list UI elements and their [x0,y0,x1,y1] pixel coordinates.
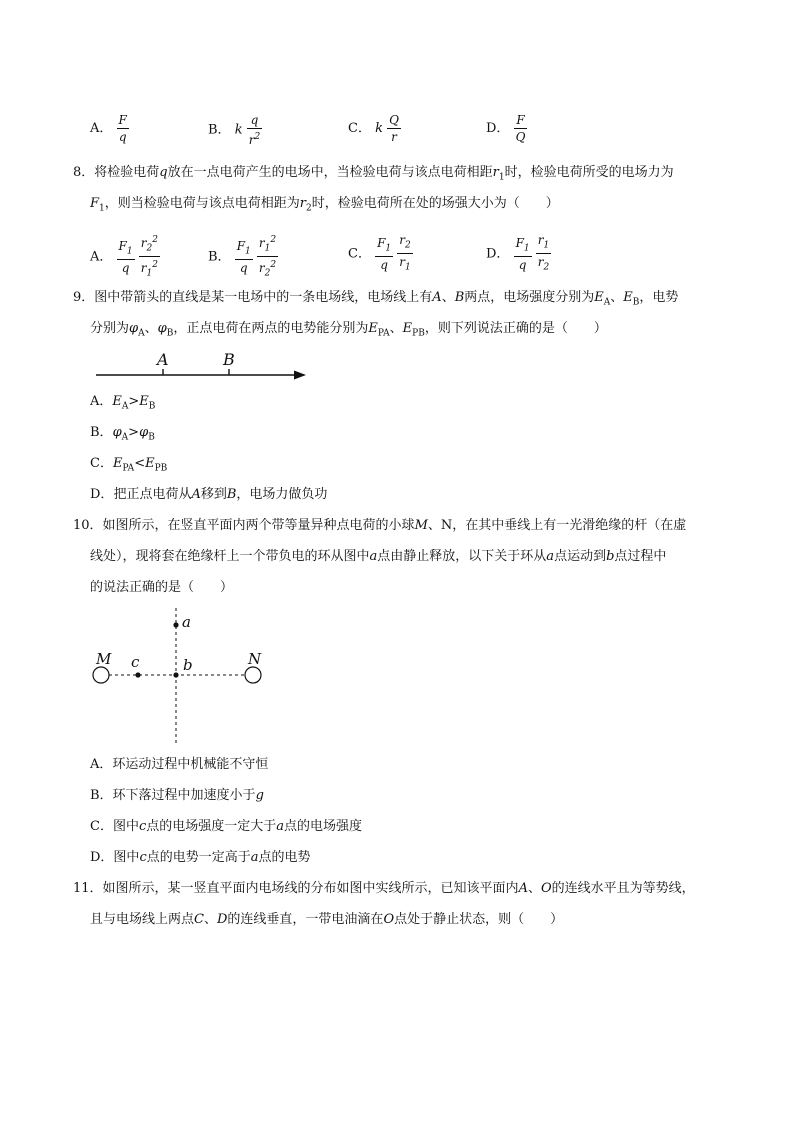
text: 且与电场线上两点 [90,912,195,927]
ball-m [93,667,109,683]
text: 点过程中 [614,549,667,564]
point-label-b: B [223,350,235,369]
exponent: 2 [152,235,158,245]
subscript: A [603,297,611,308]
den-base: r [248,133,255,147]
fraction [117,112,129,145]
numerator [375,235,393,257]
option-label: B． [90,425,113,440]
arrow-head-icon [294,371,306,380]
var: r [140,236,147,250]
subscript: 1 [385,243,392,254]
subscript: PB [154,463,168,474]
text: 的说法正确的是（ ） [90,580,234,595]
var: E [368,321,378,336]
denominator: r [391,130,397,144]
subscript: A [121,401,129,412]
text: 、 [144,321,158,336]
q9-field-line-figure [90,345,320,387]
question-number: 11． [73,881,103,896]
point-a [173,622,178,627]
denominator [247,129,262,148]
text: 点由静止释放，以下关于环从 [377,549,547,564]
subscript: 1 [405,262,411,273]
var: E [402,321,413,336]
var: E [623,290,633,305]
text: 如图所示，在竖直平面内两个带等量异种点电荷的小球 [102,518,415,533]
question-number: 10． [73,518,103,533]
var: M [414,518,428,533]
denominator [257,257,278,281]
option-label: D． [90,487,114,502]
q10-line-3 [90,578,233,598]
fraction [247,112,262,148]
var: E [112,394,122,409]
text: ，电场力做负功 [236,487,328,502]
q11-line-2 [90,910,563,930]
numerator: F [118,113,127,127]
var: A [432,290,442,305]
var: r [258,261,265,276]
label-n: N [248,650,262,668]
denominator [536,254,551,275]
exponent: 2 [270,260,277,271]
subscript: B [148,432,155,443]
text: 的连线垂直，一带电油滴在 [227,912,384,927]
text: 点处于静止状态，则（ ） [394,912,564,927]
var: b [606,549,615,564]
denominator: q [239,261,248,276]
option-label: B． [208,122,231,138]
subscript: 2 [543,262,550,273]
subscript: A [138,328,145,339]
text: 分别为 [90,321,130,336]
subscript: 2 [306,203,312,214]
option-text: D．图中 [90,850,140,865]
option-label: A． [90,121,113,136]
var: D [216,912,228,927]
point-c [135,672,140,677]
var: r [537,255,544,270]
option-label: C． [90,456,113,471]
var: B [454,290,465,305]
text: 图中带箭头的直线是某一电场中的一条电场线，电场线上有 [94,290,433,305]
label-a: a [182,613,191,631]
numerator [235,238,253,260]
question-number: 8． [73,165,95,180]
text: ，正点电荷在两点的电势能分别为 [173,321,369,336]
text: 、 [389,321,403,336]
subscript: PA [377,328,390,339]
subscript: 1 [543,240,550,251]
q9-line-2 [90,319,607,344]
var: a [369,549,378,564]
fraction [375,235,393,273]
var: c [139,850,147,865]
fraction [514,235,532,273]
exponent: 2 [152,260,158,271]
denominator: Q [515,130,526,144]
subscript: 1 [523,243,530,254]
text: 将检验电荷 [94,165,160,180]
var: φ [157,321,167,336]
fraction [397,232,412,276]
text: 点的电势 [258,850,311,865]
text: 点的电场强度 [284,819,363,834]
operator: > [128,394,140,409]
point-label-a: A [157,350,169,369]
text: ，电势 [639,290,679,305]
var: F [515,235,524,250]
text: ，则下列说法正确的是（ ） [424,321,607,336]
numerator [139,232,160,257]
text: 点的电势一定高于 [146,850,251,865]
text: 、 [441,290,455,305]
constant-k: k [234,122,243,138]
q8-line-1 [73,163,674,188]
text: 如图所示，某一竖直平面内电场线的分布如图中实线所示，已知该平面内 [102,881,519,896]
q10-option-d [90,848,311,868]
numerator [514,235,532,257]
numerator: q [247,112,262,129]
option-label: D． [486,121,510,136]
numerator: Q [389,113,399,127]
q9-option-d [90,485,327,505]
text: 的连线水平且为等势线， [551,881,695,896]
den-exponent: 2 [254,132,261,142]
var: a [276,819,285,834]
q10-charges-figure [88,604,278,746]
q10-line-2 [90,547,666,567]
numerator: F [514,112,528,129]
text: 时，检验电荷所受的电场力为 [504,165,674,180]
numerator [397,232,412,254]
option-label: D． [486,246,510,262]
q8-option-a [90,232,160,282]
subscript: A [121,432,129,443]
var: E [139,394,149,409]
option-label: C． [348,121,371,136]
q10-line-1 [73,516,686,536]
text: 、 [610,290,624,305]
var: F [377,235,386,250]
var: C [194,912,204,927]
var: r [299,196,306,211]
q9-option-a [90,392,155,417]
numerator [117,238,135,260]
subscript: 1 [99,203,105,214]
subscript: B [166,328,174,339]
ball-n [245,667,261,683]
text: 把正点电荷从 [113,487,192,502]
text: ，则当检验电荷与该点电荷相距为 [104,196,300,211]
var: a [546,549,555,564]
fraction [257,232,278,282]
text: 放在一点电荷产生的电场中，当检验电荷与该点电荷相距 [167,165,493,180]
var: B [226,487,237,502]
var: E [112,456,123,471]
text: 移到 [200,487,227,502]
var: r [492,165,499,180]
q9-option-c [90,454,167,479]
operator: < [134,456,146,471]
var: φ [139,425,149,440]
var: E [594,290,604,305]
q7-option-c [348,112,401,145]
denominator [397,254,412,275]
fraction [139,232,160,282]
var: r [399,233,406,247]
numerator [536,232,551,254]
q10-option-b [90,786,264,806]
option-label: A． [90,249,113,265]
var: q [159,165,168,180]
subscript: 1 [126,246,133,257]
subscript: B [632,297,640,308]
text: 、 [203,912,217,927]
subscript: 1 [264,243,271,254]
text: 、 [527,881,541,896]
subscript: 2 [405,240,411,251]
q8-line-2 [90,194,559,219]
constant-k: k [375,121,383,136]
text: 线处），现将套在绝缘杆上一个带负电的环从图中 [90,549,370,564]
exponent: 2 [270,235,277,245]
fraction [387,112,401,145]
q10-option-c [90,817,362,837]
text: 两点，电场强度分别为 [464,290,595,305]
fraction [536,232,551,276]
label-c: c [131,653,140,671]
q10-option-a [90,755,268,775]
var: F [118,238,127,253]
q8-option-c [348,232,413,276]
option-label: B． [208,249,231,265]
subscript: 1 [498,172,505,183]
option-text: B．环下落过程中加速度小于 [90,788,256,803]
var: r [537,233,544,247]
var: r [399,255,406,270]
subscript: 1 [146,268,153,279]
q8-option-b [208,232,278,282]
point-b [173,672,178,677]
label-m: M [96,650,112,668]
text: 点运动到 [554,549,607,564]
q7-option-d [486,112,527,145]
fraction [235,238,253,276]
subscript: PB [412,328,425,339]
denominator: q [518,258,527,273]
text: 、N，在其中垂线上有一光滑绝缘的杆（在虚 [427,518,687,533]
option-label: C． [348,246,371,262]
var: F [90,196,100,211]
var: A [518,881,528,896]
label-b: b [183,656,193,674]
option-label: A． [90,394,113,409]
q9-option-b [90,423,155,448]
var: φ [112,425,122,440]
option-text: C．图中 [90,819,139,834]
text: 点的电场强度一定大于 [146,819,277,834]
option-text: A．环运动过程中机械能不守恒 [90,757,269,772]
var: g [255,788,264,803]
var: O [540,881,552,896]
subscript: 2 [146,243,153,254]
operator: > [128,425,140,440]
denominator: q [380,258,388,273]
subscript: B [148,401,156,412]
var: a [250,850,259,865]
q9-line-1 [73,288,678,313]
subscript: 1 [245,246,251,257]
numerator [257,232,278,257]
denominator [139,257,160,281]
fraction [117,238,135,276]
subscript: 2 [264,268,271,279]
denominator: q [118,130,127,144]
text: 时，检验电荷所在处的场强大小为（ ） [311,196,559,211]
q11-line-1 [73,879,695,899]
var: F [236,238,246,253]
q8-option-d [486,232,551,276]
var: E [145,456,155,471]
var: c [138,819,147,834]
q7-option-a [90,112,129,145]
subscript: PA [122,463,135,474]
var: O [383,912,395,927]
var: r [140,261,147,276]
denominator: q [121,261,130,276]
question-number: 9． [73,290,95,305]
var: φ [129,321,139,336]
var: A [191,487,201,502]
q7-option-b [208,112,262,148]
var: r [258,236,265,250]
fraction [514,112,528,145]
